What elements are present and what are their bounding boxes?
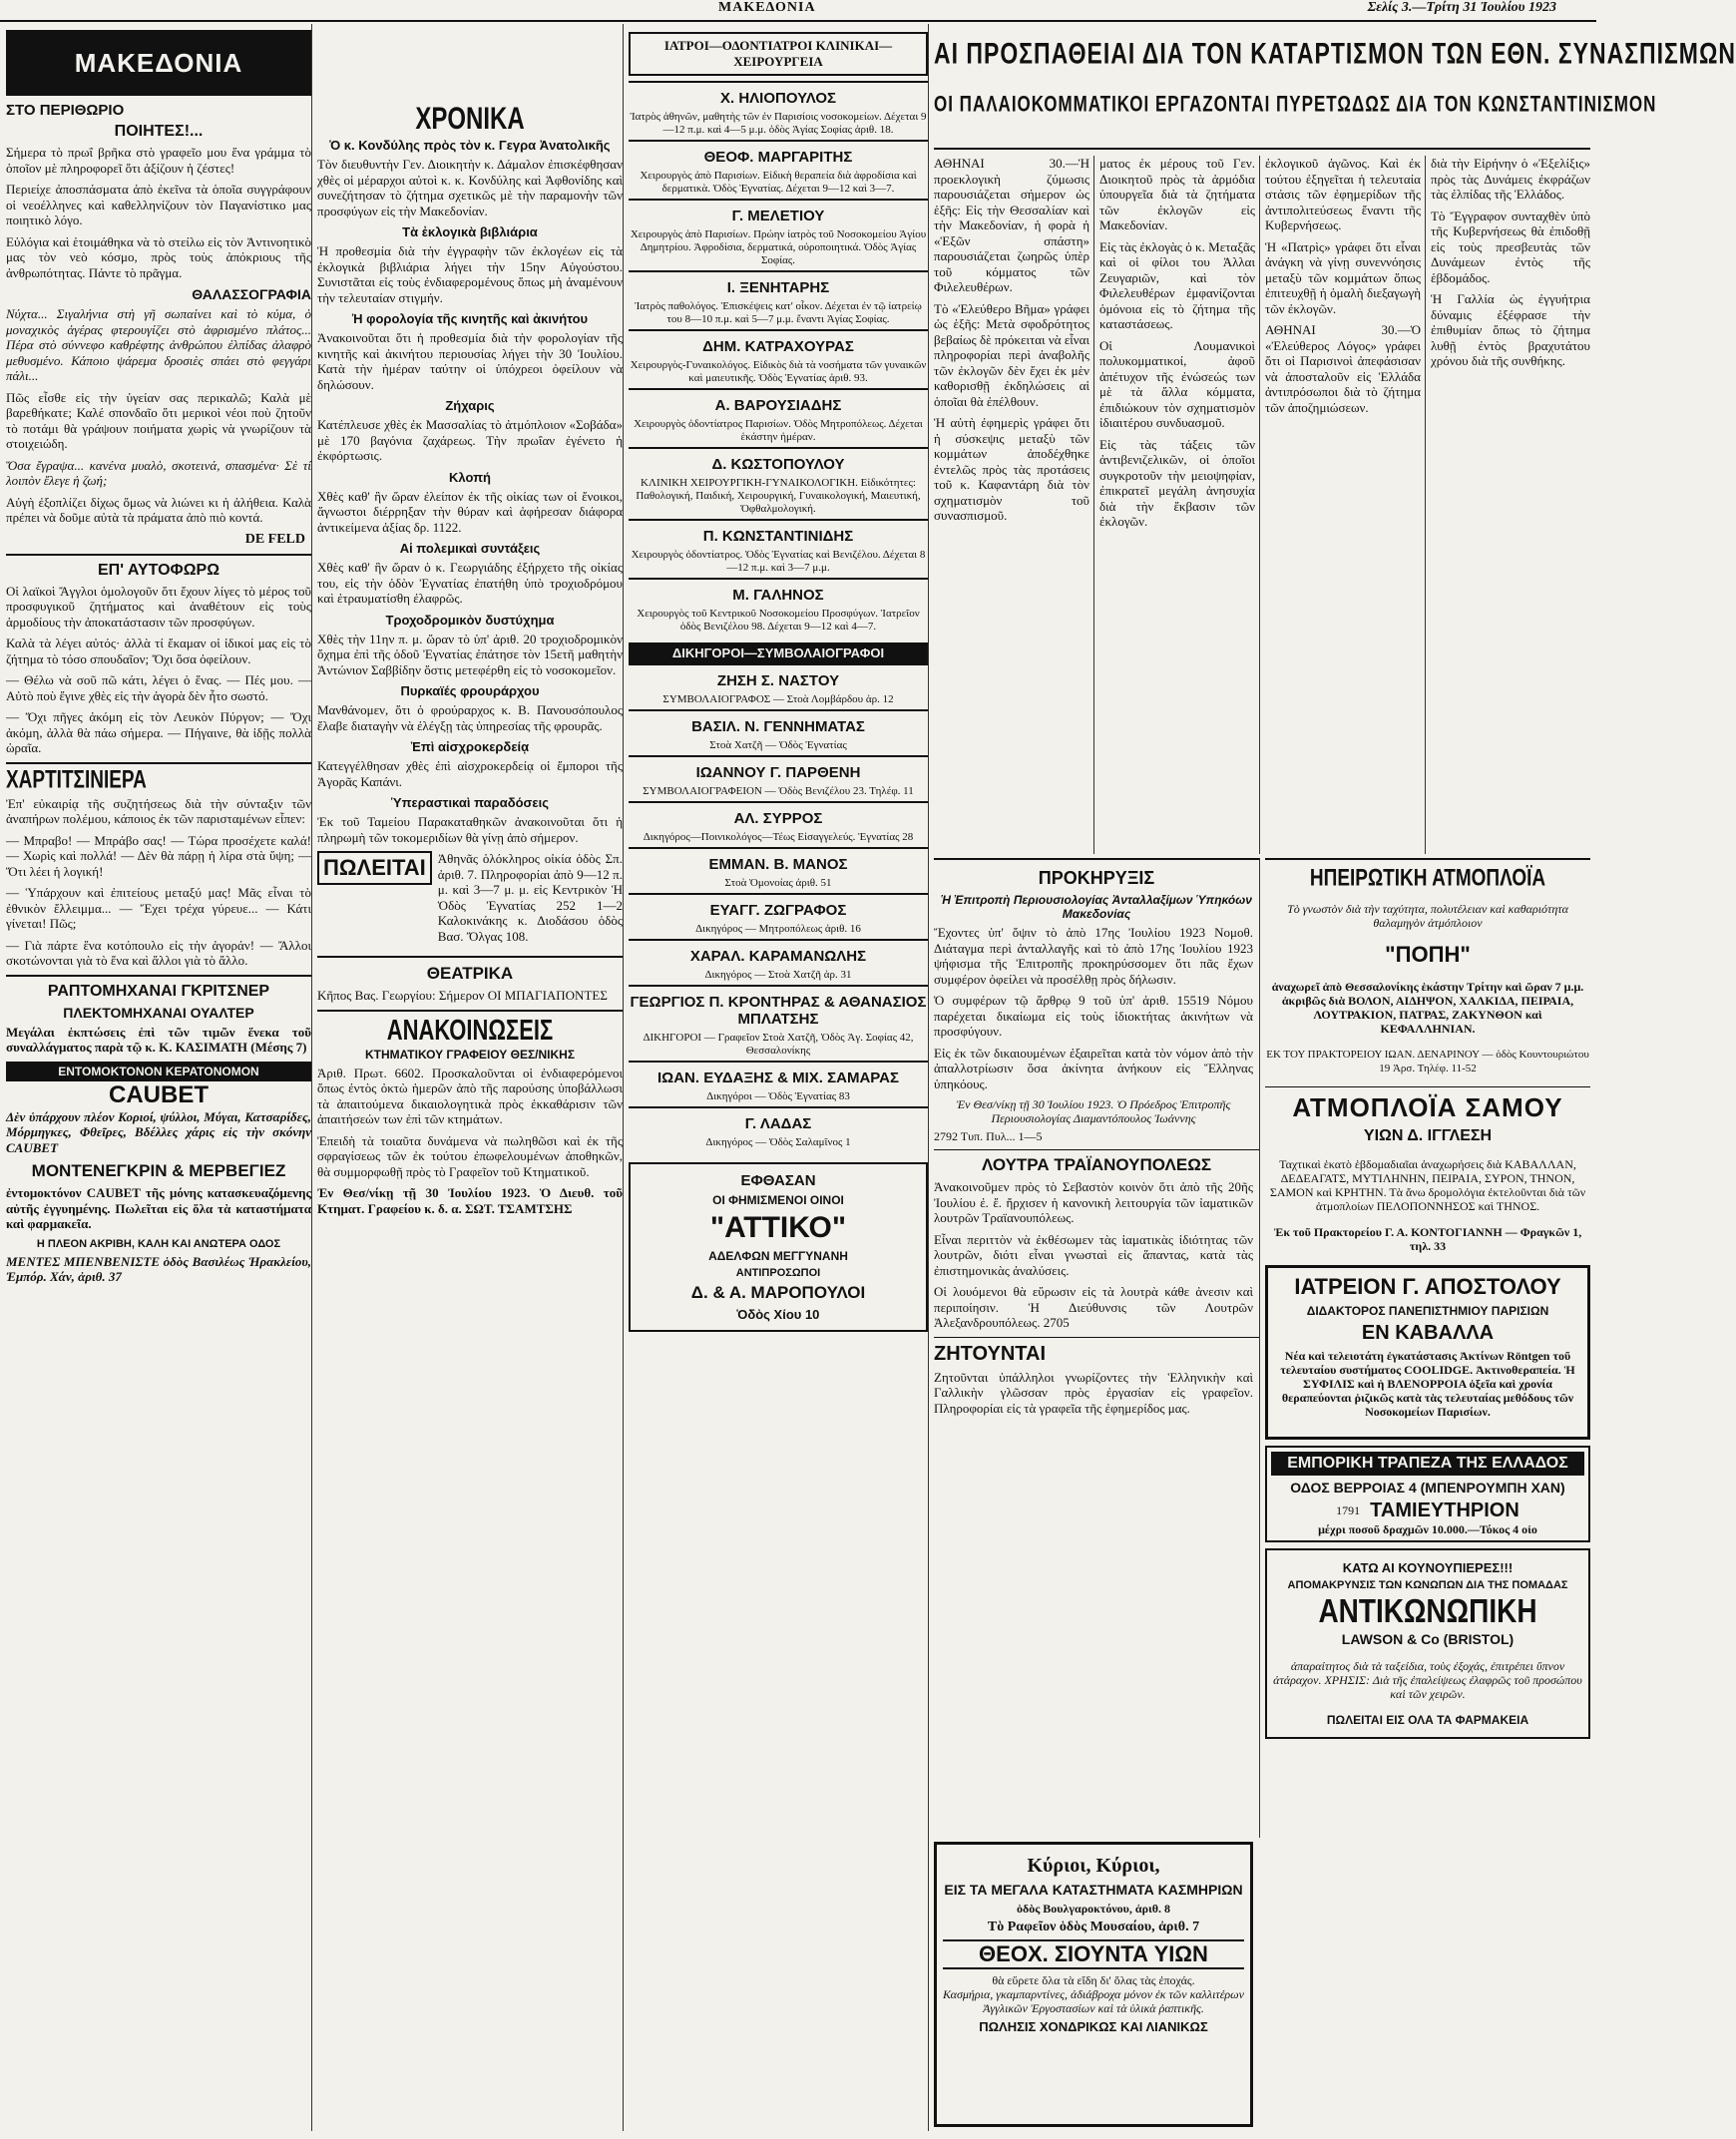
paragraph: Οἱ λουόμενοι θὰ εὕρωσιν εἰς τὰ λουτρὰ κάθε ἀνεσιν καὶ περιποίησιν. Ἡ Διεύθυνσις τῶν Λουτρῶν Ἀλεξανδρουπόλεως. 2705 xyxy=(934,1284,1253,1330)
bank-text: μέχρι ποσοῦ δραχμῶν 10.000.—Τόκος 4 οἰο xyxy=(1318,1522,1537,1536)
ad-text: Νέα καὶ τελειοτάτη ἐγκατάστασις Ἀκτίνων Röntgen τοῦ τελευταίου συστήματος COOLIDGE. Ἀκτινοθεραπεία. Ἡ ΣΥΦΙΛΙΣ καὶ ἡ ΒΛΕΝΟΡΡΟΙΑ ὀξεῖα καὶ χρονία θεραπεύονται ῥιζικῶς κατὰ τὰς τελευταίας μεθόδους τῶν Νοσοκομείων Παρισίων. xyxy=(1280,1349,1575,1419)
paragraph: ΑΘΗΝΑΙ 30.—Ὁ «Ἐλεύθερος Λόγος» γράφει ὅτι οἱ Παρισινοὶ ἀπεφάσισαν νὰ ἀποσταλοῦν εἰς Ἑλλάδα ἀντιπρόσωποι διὰ τὸ ζήτημα τῶν ἀποζημιώσεων. xyxy=(1265,322,1421,415)
ad-top: Κύριοι, Κύριοι, xyxy=(1027,1855,1160,1877)
lawyer-name: ΒΑΣΙΛ. Ν. ΓΕΝΝΗΜΑΤΑΣ xyxy=(691,718,865,735)
subheading: Τροχοδρομικὸν δυστύχημα xyxy=(385,612,555,628)
main-headline: ΑΙ ΠΡΟΣΠΑΘΕΙΑΙ ΔΙΑ ΤΟΝ ΚΑΤΑΡΤΙΣΜΟΝ ΤΩΝ ΕΘΝ. ΣΥΝΑΣΠΙΣΜΩΝ xyxy=(934,35,1736,70)
paragraph: Κῆπος Βας. Γεωργίου: Σήμερον ΟΙ ΜΠΑΓΙΑΠΟΝΤΕΣ xyxy=(317,988,608,1003)
lawyer-details: Στοὰ Ὁμονοίας ἀριθ. 51 xyxy=(724,877,832,889)
ad-text: θὰ εὕρετε ὅλα τὰ εἴδη δι' ὅλας τὰς ἐποχάς. xyxy=(992,1973,1195,1987)
divider xyxy=(317,1010,623,1012)
signature: Ἐν Θεσ/νίκῃ τῇ 30 Ἰουλίου 1923. Ὁ Διευθ. τοῦ Κτηματ. Γραφείου κ. δ. α. ΣΩΤ. ΤΣΑΜΤΣΗΣ xyxy=(317,1185,623,1216)
ad-subtitle: ΠΛΕΚΤΟΜΗΧΑΝΑΙ ΟΥΑΛΤΕΡ xyxy=(63,1004,254,1021)
signature: DE FELD xyxy=(244,531,305,547)
doctor-name: Μ. ΓΑΛΗΝΟΣ xyxy=(732,587,824,604)
lawyer-entry xyxy=(629,801,928,847)
ad-number: 1791 xyxy=(1336,1503,1361,1517)
article-title: ΕΠ' ΑΥΤΟΦΩΡΩ xyxy=(97,561,220,579)
doctor-details: Χειρουργὸς ὀδοντίατρος Παρισίων. Ὁδὸς Μητροπόλεως. Δέχεται ἑκάστην ἡμέραν. xyxy=(634,418,923,443)
column-directory xyxy=(629,24,929,2131)
doctors-list xyxy=(629,81,928,637)
doctor-details: Χειρουργὸς ὀδοντίατρος. Ὁδὸς Ἐγνατίας καὶ Βενιζέλου. Δέχεται 8—12 π.μ. καὶ 3—7 μ.μ. xyxy=(631,549,926,574)
paragraph: — Γιὰ πάρτε ἕνα κοτόπουλο εἰς τὴν ἀγοράν! — Ἄλλοι σκοτώνονται γιὰ τὸ ἕνα καὶ ἄλλοι γιὰ τὸ ἄλλο. xyxy=(6,937,311,968)
main-headline-block xyxy=(934,28,1736,150)
lawyer-entry xyxy=(629,893,928,939)
divider xyxy=(6,762,311,764)
ad-top: ΚΑΤΩ ΑΙ ΚΟΥΝΟΥΠΙΕΡΕΣ!!! xyxy=(1342,1560,1514,1575)
article-title: ΘΑΛΑΣΣΟΓΡΑΦΙΑ xyxy=(192,286,311,302)
sale-notice xyxy=(317,851,623,950)
divider xyxy=(934,1149,1259,1150)
ad-title: ΑΤΜΟΠΛΟΪΑ ΣΑΜΟΥ xyxy=(1292,1092,1563,1122)
article-title: ΠΟΙΗΤΕΣ!... xyxy=(114,123,204,140)
doctor-details: Χειρουργὸς τοῦ Κεντρικοῦ Νοσοκομείου Προσφύγων. Ἰατρεῖον ὁδὸς Βενιζέλου 98. Δέχεται 9—12 καὶ 4—7. xyxy=(637,608,920,633)
paragraph: Μανθάνομεν, ὅτι ὁ φρούραρχος κ. Β. Πανουσόπουλος ἔλαβε διαταγὴν νὰ ἐλέγξῃ τὰς ὑπηρεσίας τῆς φρουρᾶς. xyxy=(317,702,623,733)
lawyer-details: Στοὰ Χατζῆ — Ὁδὸς Ἐγνατίας xyxy=(709,739,847,751)
ad-footer: ΕΚ ΤΟΥ ΠΡΑΚΤΟΡΕΙΟΥ ΙΩΑΝ. ΔΕΝΑΡΙΝΟΥ — ὁδὸς Κουντουριώτου 19 Ἀρσ. Τηλέφ. 11-52 xyxy=(1266,1049,1589,1074)
paragraph: Τὸ «Ἐλεύθερο Βῆμα» γράφει ὡς ἑξῆς: Μετὰ σφοδρότητος βεβαίως δὲ πρόκειται νὰ εἶναι πληροφορίαι περὶ ἀναβολῆς τῶν ἐκλογῶν δὲν ἔχει ἐκ μὲν καθορισθῇ ἐκδηλώσεις αἱ ὁποῖαι θὰ ἐπέλθουν. xyxy=(934,300,1089,409)
lawyer-entry xyxy=(629,985,928,1061)
story-column-2 xyxy=(1099,156,1260,854)
paragraph: Ἡ Γαλλία ὡς ἐγγυήτρια δύναμις ἐξέφρασε τὴν ἐπιθυμίαν ὅπως τὸ ζήτημα λυθῇ ἐντὸς βραχυτάτου χρόνου διὰ τῆς συνθήκης. xyxy=(1431,291,1590,368)
signature: Ἐν Θεσ/νίκῃ τῇ 30 Ἰουλίου 1923. Ὁ Πρόεδρος Ἐπιτροπῆς Περιουσιολογίας Διαμαντόπουλος Ἰωάννης xyxy=(956,1097,1231,1125)
lawyer-entry xyxy=(629,755,928,801)
ad-text: Κασμήρια, γκαμπαρντίνες, ἀδιάβροχα μόνον ἐκ τῶν καλλιτέρων Ἀγγλικῶν Ἐργοστασίων καὶ τὰ ὑλικὰ ῥαπτικῆς. xyxy=(943,1987,1244,2015)
paragraph: Οἱ λαϊκοὶ Ἄγγλοι ὁμολογοῦν ὅτι ἔχουν λίγες τὸ μέρος τοῦ προσφυγικοῦ ζητήματος καὶ ἀναθέτουν εἰς τοὺς ἁρμοδίους τὴν ἀποκατάστασιν τῶν προσφύγων. xyxy=(6,583,311,630)
logo-box xyxy=(6,30,311,96)
lawyer-details: Δικηγόρος — Ὁδὸς Σαλαμῖνος 1 xyxy=(705,1136,851,1148)
divider xyxy=(1265,1086,1590,1087)
doctor-name: Χ. ΗΛΙΟΠΟΥΛΟΣ xyxy=(719,90,836,107)
paragraph: Ἡ «Πατρὶς» γράφει ὅτι εἶναι ἀνάγκη νὰ γίνῃ συνεννόησις μεταξὺ τῶν κομμάτων ὅπως ἐπιτευχθῇ ἡ ὁμαλὴ διεξαγωγὴ τῶν ἐκλογῶν. xyxy=(1265,238,1421,316)
paper-name: ΜΑΚΕΔΟΝΙΑ xyxy=(718,0,816,15)
doctor-entry xyxy=(629,329,928,388)
shop-name: ΘΕΟΧ. ΣΙΟΥΝΤΑ ΥΙΩΝ xyxy=(943,1939,1244,1969)
divider xyxy=(317,956,623,958)
lawyer-name: ΕΜΜΑΝ. Β. ΜΑΝΟΣ xyxy=(708,856,848,873)
ad-line: Τὸ Ραφεῖον ὁδὸς Μουσαίου, ἀριθ. 7 xyxy=(987,1920,1200,1934)
lawyer-entry xyxy=(629,939,928,985)
notice-number: 2792 Τυπ. Πυλ... 1—5 xyxy=(934,1129,1043,1143)
doctor-entry xyxy=(629,519,928,578)
maker-name: LAWSON & Co (BRISTOL) xyxy=(1341,1631,1515,1647)
subheading: Ὁ κ. Κονδύλης πρὸς τὸν κ. Γεγρα Ἀνατολικῆς xyxy=(329,138,611,153)
paragraph: Περιείχε ἀποσπάσματα ἀπὸ ἐκεῖνα τὰ ὁποῖα συγγράφουν οἱ νεοέλληνες καὶ καθελληνίζουν τὸν Παγανίστικο μας ποιητικὸ λόγο. xyxy=(6,182,311,227)
paper-logo: ΜΑΚΕΔΟΝΙΑ xyxy=(74,47,243,78)
paragraph: Καλὰ τὰ λέγει αὐτός· ἀλλὰ τί ἔκαμαν οἱ ἰδικοί μας εἰς τὸ ζήτημα τὸ τόσο σπουδαῖον; Ὄχι ὅσα ὀφείλουν. xyxy=(6,636,311,666)
paragraph: Ζητοῦνται ὑπάλληλοι γνωρίζοντες τὴν Ἑλληνικὴν καὶ Γαλλικὴν γλῶσσαν πρὸς ἐργασίαν εἰς γραφεῖον. Πληροφορίαι εἰς τὰ γραφεῖα τῆς ἐφημερίδος μας. xyxy=(934,1369,1253,1416)
paragraph: Ἡ αὐτὴ ἐφημερὶς γράφει ὅτι ἡ σύσκεψις μεταξὺ τῶν κομμάτων ἀποδέχθηκε ἐντελῶς πρὸς τὰς προτάσεις τοῦ κ. Καφαντάρη διὰ τὸν σχηματισμὸν τοῦ συνασπισμοῦ. xyxy=(934,415,1089,523)
paragraph: ματος ἐκ μέρους τοῦ Γεν. Διοικητοῦ πρὸς τὰ ἀρμόδια ὑπουργεῖα διὰ τὰ ζητήματα τῶν ἐκλογῶν εἰς Μακεδονίαν. xyxy=(1099,156,1255,232)
doctor-entry xyxy=(629,388,928,447)
brand-name: "ΑΤΤΙΚΟ" xyxy=(709,1211,847,1244)
paragraph: Εἰς τὰς ἐκλογὰς ὁ κ. Μεταξᾶς καὶ οἱ φίλοι του Ἀλλαι Ζευγαριῶν, καὶ τὸν Φιλελευθέρων ἐμφανίζονται ὁμόνοια εἰς τὸ ζήτημα τῆς καταστάσεως. xyxy=(1099,238,1255,331)
subheading: Ὑπεραστικαὶ παραδόσεις xyxy=(391,795,549,810)
ad-text: ἀναχωρεῖ ἀπὸ Θεσσαλονίκης ἑκάστην Τρίτην καὶ ὥραν 7 μ.μ. ἀκριβῶς διὰ ΒΟΛΟΝ, ΑΙΔΗΨΟΝ, ΧΑΛΚΙΔΑ, ΠΕΙΡΑΙΑ, ΛΟΥΤΡΑΚΙΟΝ, ΠΑΤΡΑΣ, ΖΑΚΥΝΘΟΝ καὶ ΚΕΦΑΛΛΗΝΙΑΝ. xyxy=(1271,980,1584,1036)
paragraph: Σήμερα τὸ πρωΐ βρῆκα στὸ γραφεῖο μου ἕνα γράμμα τὸ ὁποῖον μὲ πληροφορεῖ ὅτι ἀξίζουν ἡ ζέστες! xyxy=(6,145,311,176)
lawyers-list xyxy=(629,663,928,1152)
doctor-name: ΔΗΜ. ΚΑΤΡΑΧΟΥΡΑΣ xyxy=(702,338,854,355)
lawyer-name: ΓΕΩΡΓΙΟΣ Π. ΚΡΟΝΤΗΡΑΣ & ΑΘΑΝΑΣΙΟΣ ΜΠΛΑΤΣΗΣ xyxy=(630,994,927,1028)
section-title: ΘΕΑΤΡΙΚΑ xyxy=(426,964,514,983)
poem: Νύχτα... Σιγαλήνια στὴ γῆ σωπαίνει καὶ τὸ κύμα, ὁ μοναχικὸς ἀγέρας φτερουγίζει στὸ ἀφρισμένο πλάτος... Πέρα στὸ σύννεφο καθρέφτης ἀνθρώπου ἐλπίδας ἀλαφρὸ μεθυσμένο. Κάποιο ψάρεμα δροσιὲς σπάει στὸ φεγγάρι πάλι... xyxy=(6,306,311,383)
paragraph: ΑΘΗΝΑΙ 30.—Ἡ προεκλογικὴ ζύμωσις παρουσιάζεται σήμερον ὡς ἑξῆς: Εἰς τὴν Θεσσαλίαν καὶ τὴν Μακεδονίαν, ἡ φορὰ ἡ «Ἑξῶν σπάστη» παρουσιάζεται ζωηρῶς ὑπὲρ τοῦ κόμματος τῶν Φιλελευθέρων. xyxy=(934,156,1089,294)
paragraph: — Μπραβο! — Μπράβο σας! — Τώρα προσέχετε καλά! — Χωρὶς καὶ πολλά! — Δὲν θὰ πάρῃ ἡ λίρα στὰ ὕψη; — Ὅτι λέει ἡ λογική! xyxy=(6,832,311,879)
subheading: Αἱ πολεμικαὶ συντάξεις xyxy=(399,541,541,556)
lawyer-name: ΑΛ. ΣΥΡΡΟΣ xyxy=(733,810,823,827)
notice-subtitle: Ἡ Ἐπιτροπὴ Περιουσιολογίας Ἀνταλλαξίμων Ὑπηκόων Μακεδονίας xyxy=(941,893,1252,921)
doctor-details: Ἰατρὸς παθολόγος. Ἐπισκέψεις κατ' οἶκον. Δέχεται ἐν τῷ ἰατρείῳ του 8—10 π.μ. καὶ 5—7 μ.μ. ἔναντι Ἁγίας Σοφίας. xyxy=(635,300,922,325)
ad-address: ὁδὸς Βουλγαροκτόνου, ἀριθ. 8 xyxy=(1016,1902,1171,1916)
ad-footer: ΠΩΛΕΙΤΑΙ ΕΙΣ ΟΛΑ ΤΑ ΦΑΡΜΑΚΕΙΑ xyxy=(1326,1713,1529,1727)
ad-subtitle: ΑΠΟΜΑΚΡΥΝΣΙΣ ΤΩΝ ΚΩΝΩΠΩΝ ΔΙΑ ΤΗΣ ΠΟΜΑΔΑΣ xyxy=(1287,1579,1568,1591)
doctor-entry xyxy=(629,81,928,140)
lawyer-details: ΔΙΚΗΓΟΡΟΙ — Γραφεῖον Στοὰ Χατζῆ, Ὁδὸς Ἀγ. Σοφίας 42, Θεσσαλονίκης xyxy=(643,1032,914,1057)
doctor-details: ΚΛΙΝΙΚΗ ΧΕΙΡΟΥΡΓΙΚΗ-ΓΥΝΑΙΚΟΛΟΓΙΚΗ. Εἰδικότητες: Παθολογική, Παιδική, Χειρουργική, Γυναικολογική, Μαιευτική, Ὀφθαλμολογική. xyxy=(636,477,921,515)
column-periphery xyxy=(6,24,312,2131)
subheading: ΚΤΗΜΑΤΙΚΟΥ ΓΡΑΦΕΙΟΥ ΘΕΣ/ΝΙΚΗΣ xyxy=(364,1047,576,1062)
doctor-details: Χειρουργὸς-Γυναικολόγος. Εἰδικὸς διὰ τὰ νοσήματα τῶν γυναικῶν καὶ μαιευτικῆς. Ὁδὸς Ἐγνατίας ἀριθ. 93. xyxy=(630,359,927,384)
ad-title: ΡΑΠΤΟΜΗΧΑΝΑΙ ΓΚΡΙΤΣΝΕΡ xyxy=(47,982,270,1000)
paragraph: Ἀριθ. Πρωτ. 6602. Προσκαλοῦνται οἱ ἐνδιαφερόμενοι ὅπως ἐντὸς ὀκτὼ ἡμερῶν ἀπὸ τῆς παρούσης ὑποβάλλωσι τὰ ἀπαιτούμενα δικαιολογητικὰ πρὸς ἐκκαθάρισιν τῶν ἀπαιτήσεών των ἐπὶ τῶν κτημάτων. xyxy=(317,1065,623,1126)
lawyer-details: Δικηγόροι — Ὁδὸς Ἐγνατίας 83 xyxy=(706,1090,850,1102)
lawyer-name: ΙΩΑΝ. ΕΥΔΑΞΗΣ & ΜΙΧ. ΣΑΜΑΡΑΣ xyxy=(657,1070,899,1086)
paragraph: Ὅσα ἔγραψα... κανένα μυαλὸ, σκοτεινά, σπασμένα· Σὲ τί λοιπὸν ἔλεγε ἡ ζωή; xyxy=(6,457,311,488)
directory-section-title: ΔΙΚΗΓΟΡΟΙ—ΣΥΜΒΟΛΑΙΟΓΡΑΦΟΙ xyxy=(629,642,928,663)
notice-title: ΖΗΤΟΥΝΤΑΙ xyxy=(934,1342,1047,1365)
ad-address: ΜΕΝΤΕΣ ΜΠΕΝΒΕΝΙΣΤΕ ὁδὸς Βασιλέως Ἡρακλείου, Ἐμπόρ. Χάν, ἀριθ. 37 xyxy=(6,1253,311,1284)
paragraph: — Θέλω νὰ σοῦ πῶ κάτι, λέγει ὁ ἕνας. — Πές μου. — Αὐτὸ ποὺ ἔγινε χθὲς εἰς τὴν ἀγορὰ δὲν ἦτο σωστό. xyxy=(6,672,311,703)
clinic-title: ΙΑΤΡΕΙΟΝ Γ. ΑΠΟΣΤΟΛΟΥ xyxy=(1294,1274,1561,1299)
doctor-name: Π. ΚΩΝΣΤΑΝΤΙΝΙΔΗΣ xyxy=(702,528,854,545)
clinic-city: ΕΝ ΚΑΒΑΛΛΑ xyxy=(1361,1322,1495,1344)
bank-ad xyxy=(1265,1446,1590,1542)
lawyer-details: Δικηγόρος—Ποινικολόγος—Τέως Εἰσαγγελεύς. Ἐγνατίας 28 xyxy=(643,831,914,843)
ad-text: ἀπαραίτητος διὰ τὰ ταξείδια, τοὺς ἐξοχάς, ἐπιτρέπει ὕπνον ἀτάραχον. ΧΡΗΣΙΣ: Διὰ τῆς ἐπαλείψεως ἐλαφρῶς τοῦ προσώπου καὶ τῶν χειρῶν. xyxy=(1273,1659,1582,1701)
paragraph: Εὐλόγια καὶ ἑτοιμάθηκα νὰ τὸ στείλω εἰς τὸν Ἀντινοητικὸ μας τὸν νεὸ κόσμο, πρὸς τοὺς ἀπόκριους τῆς ἀνθρωπότητας. Πάντε τὸ πρᾶγμα. xyxy=(6,233,311,280)
ad-banner: ΕΝΤΟΜΟΚΤΟΝΟΝ ΚΕΡΑΤΟΝΟΜΟΝ xyxy=(6,1062,311,1081)
ad-footer: Η ΠΛΕΟΝ ΑΚΡΙΒΗ, ΚΑΛΗ ΚΑΙ ΑΝΩΤΕΡΑ ΟΔΟΣ xyxy=(36,1237,281,1250)
paragraph: Ἐπειδὴ τὰ τοιαῦτα δυνάμενα νὰ πωληθῶσι καὶ ἐκ τῆς σφραγίσεως τῶν ἐκ τούτου ἐπωφελουμένων ἀποθηκῶν, θὰ συμμορφωθῇ πρὸς τὸ Γραφεῖον τοῦ Κτηματικοῦ. xyxy=(317,1132,623,1179)
ad-title: ΜΟΝΤΕΝΕΓΚΡΙΝ & ΜΕΡΒΕΓΙΕΖ xyxy=(31,1161,286,1180)
paragraph: Οἱ Λουμανικοὶ πολυκομματικοί, ἀφοῦ ἀπέτυχον τῆς ἐνώσεώς των μὲ τὰ ἄλλα κόμματα, ἐπιδιώκουν τὸν σχηματισμὸν ἰδιαιτέρου συνδυασμοῦ. xyxy=(1099,337,1255,430)
paragraph: Κατέπλευσε χθὲς ἐκ Μασσαλίας τὸ ἀτμόπλοιον «Σοβάδα» μὲ 170 βαγόνια ζαχάρεως. Τὴν πρωΐαν ἐγένετο ἡ ἐκφόρτωσις. xyxy=(317,417,623,463)
divider xyxy=(934,1337,1259,1338)
subheading: Τὰ ἐκλογικὰ βιβλιάρια xyxy=(402,224,538,239)
agent-address: Ὁδὸς Χίου 10 xyxy=(736,1307,820,1322)
doctor-details: Χειρουργὸς ἀπὸ Παρισίων. Πρώην ἰατρὸς τοῦ Νοσοκομείου Ἁγίου Δημητρίου. Ἀφροδίσια, δερματικά, οὐροποιητικά. Ὁδὸς Ἁγίας Σοφίας. xyxy=(630,228,927,266)
doctor-details: Ἰατρὸς ἀθηνῶν, μαθητὴς τῶν ἐν Παρισίοις νοσοκομείων. Δέχεται 9—12 π.μ. καὶ 4—5 μ.μ. ὁδὸς Ἀγίας Σοφίας ἀριθ. 18. xyxy=(630,111,927,136)
ad-title: ΗΠΕΙΡΩΤΙΚΗ ΑΤΜΟΠΛΟΪΑ xyxy=(1309,865,1546,892)
lawyer-name: Γ. ΛΑΔΑΣ xyxy=(744,1115,812,1132)
ad-subtitle: ΥΙΩΝ Δ. ΙΓΓΛΕΣΗ xyxy=(1363,1127,1493,1144)
doctor-details: Χειρουργὸς ἀπὸ Παρισίων. Εἰδικὴ θεραπεία διὰ ἀφροδίσια καὶ δερματικὰ. Ὁδὸς Ἐγνατίας. Δέχεται 9—12 καὶ 3—7. xyxy=(640,170,917,195)
subheading: Ζήχαρις xyxy=(445,398,495,413)
lawyer-details: Δικηγόρος — Στοὰ Χατζῆ ἀρ. 31 xyxy=(704,969,852,981)
story-column-3 xyxy=(1265,156,1426,854)
paragraph: Ἐκ τοῦ Ταμείου Παρακαταθηκῶν ἀνακοινοῦται ὅτι ἡ πληρωμὴ τῶν τοκομεριδίων θὰ γίνῃ ἀπὸ σήμερον. xyxy=(317,814,623,845)
notice-title: ΠΡΟΚΗΡΥΞΙΣ xyxy=(1038,868,1155,888)
doctor-entry xyxy=(629,578,928,637)
clinic-ad xyxy=(1265,1265,1590,1440)
lawyer-details: ΣΥΜΒΟΛΑΙΟΓΡΑΦΟΣ — Στοὰ Λομβάρδου ἀρ. 12 xyxy=(662,693,894,705)
ad-text: ἐντομοκτόνον CAUBET τῆς μόνης κατασκευαζόμενης αὐτῆς ἐγγυημένης. Πωλεῖται εἰς ὅλα τὰ καταστήματα καὶ φαρμακεῖα. xyxy=(6,1185,311,1231)
ad-text: Δὲν ὑπάρχουν πλέον Κοριοί, ψύλλοι, Μύγαι, Κατσαρίδες, Μόρμηγκες, Φθεῖρες, Βδέλλες χάρις εἰς τὴν σκόνην CAUBET xyxy=(6,1108,311,1155)
brand-name: CAUBET xyxy=(109,1080,209,1108)
doctor-entry xyxy=(629,140,928,199)
bank-subtitle: ΤΑΜΙΕΥΤΗΡΙΟΝ xyxy=(1370,1499,1519,1521)
ad-footer: ΠΩΛΗΣΙΣ ΧΟΝΔΡΙΚΩΣ ΚΑΙ ΛΙΑΝΙΚΩΣ xyxy=(979,2019,1208,2034)
paragraph: — Ὑπάρχουν καὶ ἐπιτείους μεταξύ μας! Μᾶς εἶναι τὸ ἐθνικὸν ἔλλειμμα... — Ἔχει τρέχα γύρευε... — Κάτι γίνεται! Πῶς; xyxy=(6,885,311,931)
lawyer-entry xyxy=(629,1061,928,1106)
doctor-name: Α. ΒΑΡΟΥΣΙΑΔΗΣ xyxy=(714,397,842,414)
lawyer-entry xyxy=(629,1106,928,1152)
ad-subtitle: ΑΔΕΛΦΩΝ ΜΕΓΓΥΝΑΝΗ xyxy=(708,1249,848,1263)
paragraph: Αὐγὴ ἐξοπλίζει δίχως ὅμως νὰ λιώνει κι ἡ ἀλήθεια. Καλὰ πρέπει νὰ δοῦμε αὐτὰ τὰ πράματα ἀπὸ πιὸ κοντά. xyxy=(6,494,311,525)
lawyer-details: Δικηγόρος — Μητροπόλεως ἀριθ. 16 xyxy=(695,923,861,935)
paragraph: Χθὲς καθ' ἣν ὥραν ἐλείπον ἐκ τῆς οἰκίας των οἱ ἔνοικοι, ἄγνωστοι διέρρηξαν τὴν θύραν καὶ ἀφήρεσαν διάφορα ἀντικείμενα ἀξίας δρ. 1122. xyxy=(317,488,623,535)
paragraph: Ἡ προθεσμία διὰ τὴν ἐγγραφὴν τῶν ἐκλογέων εἰς τὰ ἐκλογικὰ βιβλιάρια λήγει τὴν 15ην Αὐγούστου. Συνιστᾶται εἰς τοὺς ἐνδιαφερομένους ὅπως μὴ ἀναμένουν τὴν τελευταίαν στιγμήν. xyxy=(317,243,623,305)
paragraph: Ἀνακοινοῦται ὅτι ἡ προθεσμία διὰ τὴν φορολογίαν τῆς κινητῆς καὶ ἀκινήτου περιουσίας λήγει τὴν 30 Ἰουλίου. Κατὰ τὴν ἡμέραν ταύτην οἱ ὑπόχρεοι ὀφείλουν νὰ δηλώσουν. xyxy=(317,330,623,392)
section-title: ΑΝΑΚΟΙΝΩΣΕΙΣ xyxy=(386,1013,554,1047)
story-column-4 xyxy=(1431,156,1590,854)
story-column-1 xyxy=(934,156,1094,854)
lawyer-name: ΙΩΑΝΝΟΥ Γ. ΠΑΡΘΕΝΗ xyxy=(695,764,861,781)
paragraph: ἐκλογικοῦ ἀγῶνος. Καὶ ἐκ τούτου ἐξηγεῖται ἡ τελευταία στάσις τῶν ἐφημερίδων τῆς ἀντιπολιτεύσεως ἔναντι τῆς Κυβερνήσεως. xyxy=(1265,156,1421,232)
ad-text: Ταχτικαὶ ἑκατὸ ἑβδομαδιαῖαι ἀναχωρήσεις διὰ ΚΑΒΑΛΛΑΝ, ΔΕΔΕΑΓΑΤΣ, ΜΥΤΙΛΗΝΗΝ, ΠΕΙΡΑΙΑ, ΣΥΡΟΝ, ΤΗΝΟΝ, ΣΑΜΟΝ καὶ ΚΡΗΤΗΝ. Τὰ ἄνω δρομολόγια ἐκτελοῦνται διὰ τῶν ἀτμοπλοίων ΠΕΛΟΠΟΝΝΗΣΟΣ καὶ ΤΗΝΟΣ. xyxy=(1269,1157,1586,1213)
sale-word: ΠΩΛΕΙΤΑΙ xyxy=(317,851,432,885)
section-title: ΧΡΟΝΙΚΑ xyxy=(415,101,525,137)
paragraph: Εἶναι περιττὸν νὰ ἐκθέσωμεν τὰς ἰαματικὰς ἰδιότητας τῶν λουτρῶν, διότι εἶναι γνωσταὶ εἰς ἅπαντας, κατὰ τὰς ἐπιστημονικὰς ἀναλύσεις. xyxy=(934,1231,1253,1278)
paragraph: Χθὲς τὴν 11ην π. μ. ὥραν τὸ ὑπ' ἀριθ. 20 τροχιοδρομικὸν ὄχημα ἐπὶ τῆς ὁδοῦ Ἐγνατίας ἐπάτησε τὸν 15ετῆ μαθητὴν Ἀντώνιον Σαββίδην ὅστις μετεφέρθη εἰς τὸ νοσοκομεῖον. xyxy=(317,631,623,677)
directory-header: ΙΑΤΡΟΙ—ΟΔΟΝΤΙΑΤΡΟΙ ΚΛΙΝΙΚΑΙ—ΧΕΙΡΟΥΡΓΕΙΑ xyxy=(629,32,928,76)
lawyer-entry xyxy=(629,709,928,755)
subheading: Πυρκαϊές φρουράρχου xyxy=(400,683,540,698)
bank-title: ΕΜΠΟΡΙΚΗ ΤΡΑΠΕΖΑ ΤΗΣ ΕΛΛΑΔΟΣ xyxy=(1271,1452,1584,1476)
issue-date: Σελίς 3.—Τρίτη 31 Ἰουλίου 1923 xyxy=(1367,0,1556,15)
paragraph: διὰ τὴν Εἰρήνην ὁ «Ἐξελίξις» πρὸς τὰς Δυνάμεις ἐκφράζων τὰς ἐλπίδας τῆς Ἑλλάδος. xyxy=(1431,156,1590,202)
paragraph: Ἔχοντες ὑπ' ὄψιν τὸ ἀπὸ 17ης Ἰουλίου 1923 Νομοθ. Διάταγμα περὶ ἀνταλλαγῆς καὶ τὸ ἀπὸ 17ης Ἰουλίου 1923 ψήφισμα τῆς Ἐπιτροπῆς προκηρύσσομεν ὅτι πᾶς ἔχων συμφέρον ὀφείλει νὰ προσέλθῃ πρὸς δήλωσιν. xyxy=(934,925,1253,987)
lawyer-entry xyxy=(629,663,928,709)
doctor-name: Δ. ΚΩΣΤΟΠΟΥΛΟΥ xyxy=(711,456,845,473)
ads-column xyxy=(1265,858,1590,2133)
ad-top: ΕΦΘΑΣΑΝ xyxy=(740,1172,816,1189)
divider xyxy=(6,554,311,556)
agent-name: Δ. & Α. ΜΑΡΟΠΟΥΛΟΙ xyxy=(690,1283,866,1302)
doctor-entry xyxy=(629,199,928,270)
mosquito-ad xyxy=(1265,1548,1590,1739)
doctor-name: ΘΕΟΦ. ΜΑΡΓΑΡΙΤΗΣ xyxy=(703,149,853,166)
doctor-name: Γ. ΜΕΛΕΤΙΟΥ xyxy=(731,208,825,224)
ad-footer: Ἐκ τοῦ Πρακτορείου Γ. Α. ΚΟΝΤΟΓΙΑΝΝΗ — Φραγκῶν 1, τηλ. 33 xyxy=(1273,1225,1582,1253)
column-chronicles xyxy=(317,24,624,2131)
divider xyxy=(6,975,311,977)
bank-address: ΟΔΟΣ ΒΕΡΡΟΙΑΣ 4 (ΜΠΕΝΡΟΥΜΠΗ ΧΑΝ) xyxy=(1290,1480,1565,1496)
ad-text: Μεγάλαι ἐκπτώσεις ἐπὶ τῶν τιμῶν ἕνεκα τοῦ συναλλάγματος παρὰ τῷ κ. Κ. ΚΑΣΙΜΑΤΗ (Μέσης 7) xyxy=(6,1024,311,1055)
lawyer-entry xyxy=(629,847,928,893)
lawyer-details: ΣΥΜΒΟΛΑΙΟΓΡΑΦΕΙΟΝ — Ὁδὸς Βενιζέλου 23. Τηλέφ. 11 xyxy=(643,785,914,797)
paragraph: Τὸν διευθυντὴν Γεν. Διοικητὴν κ. Δάμαλον ἐπισκέφθησαν χθὲς οἱ μέραρχοι αὐτοὶ κ. κ. Κονδύλης καὶ Ἀφθονίδης καὶ συνεζήτησαν τὸ ζήτημα σχετικῶς μὲ τὴν παραμονὴν τῶν προσφύγων εἰς τὴν Μακεδονίαν. xyxy=(317,157,623,218)
doctor-entry xyxy=(629,270,928,329)
paragraph: Ἐπ' εὐκαιρίᾳ τῆς συζητήσεως διὰ τὴν σύνταξιν τῶν ἀναπήρων πολέμου, κάποιος ἐκ τῶν παρισταμένων εἶπεν: xyxy=(6,795,311,826)
ship-name: "ΠΟΠΗ" xyxy=(1385,942,1471,967)
doctor-entry xyxy=(629,447,928,519)
paragraph: — Ὄχι πῆγες ἀκόμη εἰς τὸν Λευκὸν Πύργον; — Ὄχι ἀκόμη, ἀλλὰ θὰ πάω σήμερα. — Πήγαινε, θὰ ἰδῇς πολλὰ ὡραῖα. xyxy=(6,709,311,755)
ad-text: Τὸ γνωστὸν διὰ τὴν ταχύτητα, πολυτέλειαν καὶ καθαριότητα θαλαμηγὸν ἀτμόπλοιον xyxy=(1287,902,1568,930)
paragraph: Ἀθηνᾶς ὁλόκληρος οἰκία ὁδὸς Σπ. ἀριθ. 7. Πληροφορίαι ἀπὸ 9—12 π. μ. καὶ 3—7 μ. μ. εἰς Κεντρικὸν Ἡ Ὁδὸς Ἐγνατίας 252 1—2 Καλοκινάκης κ. Διοδάσου ὁδὸς Βασ. Ὄλγας 108. xyxy=(437,851,623,944)
article-title: ΧΑΡΤΙΤΣΙΝΙΕΡΑ xyxy=(6,766,147,794)
cashmere-ad xyxy=(934,1842,1253,2127)
bank-row xyxy=(1271,1499,1584,1522)
subheading: Κλοπή xyxy=(449,469,491,485)
lawyer-name: ΖΗΣΗ Σ. ΝΑΣΤΟΥ xyxy=(716,672,840,689)
masthead-strip xyxy=(0,0,1596,22)
subheading: Ἡ φορολογία τῆς κινητῆς καὶ ἀκινήτου xyxy=(351,311,589,326)
paragraph: Ὁ συμφέρων τῷ ἄρθρῳ 9 τοῦ ὑπ' ἀριθ. 15519 Νόμου παρέχεται δικαίωμα εἰς τοὺς ἰδιοκτήτας ἀκινήτων νὰ προσφύγουν. xyxy=(934,993,1253,1039)
paragraph: Τὸ Ἔγγραφον συνταχθὲν ὑπὸ τῆς Κυβερνήσεως θὰ ἐπιδοθῇ εἰς τοὺς πρεσβευτὰς τῶν Δυνάμεων ἐντὸς τῆς ἑβδομάδος. xyxy=(1431,208,1590,285)
ad-label: ΑΝΤΙΠΡΟΣΩΠΟΙ xyxy=(735,1267,821,1279)
ad-title: ΕΙΣ ΤΑ ΜΕΓΑΛΑ ΚΑΤΑΣΤΗΜΑΤΑ ΚΑΣΜΗΡΙΩΝ xyxy=(944,1882,1243,1898)
section-title: ΣΤΟ ΠΕΡΙΘΩΡΙΟ xyxy=(6,102,125,119)
paragraph: Πῶς εἶσθε εἰς τὴν ὑγείαν σας περικαλῶ; Καλὰ μὲ βαρεθήκατε; Καλέ σπονδαῖο ὅτι μερικοὶ νέοι ποὺ ζητοῦν τὸ ποτάμι θὰ γράψουν ποιήματα χωρὶς νὰ γνωρίζουν τὰ στοιχειώδη. xyxy=(6,389,311,451)
lawyer-name: ΧΑΡΑΛ. ΚΑΡΑΜΑΝΩΛΗΣ xyxy=(689,948,867,965)
product-name: ΑΝΤΙΚΩΝΩΠΙΚΗ xyxy=(1318,1591,1537,1629)
notice-title: ΛΟΥΤΡΑ ΤΡΑΪΑΝΟΥΠΟΛΕΩΣ xyxy=(981,1155,1212,1174)
lawyer-name: ΕΥΑΓΓ. ΖΩΓΡΑΦΟΣ xyxy=(709,902,847,919)
clinic-subtitle: ΔΙΔΑΚΤΟΡΟΣ ΠΑΝΕΠΙΣΤΗΜΙΟΥ ΠΑΡΙΣΙΩΝ xyxy=(1306,1304,1549,1318)
paragraph: Εἰς τὰς τάξεις τῶν ἀντιβενιζελικῶν, οἱ ὁποῖοι συγκροτοῦν τὴν μειοψηφίαν, ἐπικρατεῖ μεγάλη ἀνησυχία διὰ τὴν ἔκβασιν τῶν ἐκλογῶν. xyxy=(1099,436,1255,529)
notices-column xyxy=(934,858,1260,1838)
wine-ad xyxy=(629,1162,928,1332)
paragraph: Ἀνακοινοῦμεν πρὸς τὸ Σεβαστὸν κοινὸν ὅτι ἀπὸ τῆς 20ῆς Ἰουλίου ἐ. ἔ. ἤρχισεν ἡ κανονικὴ λειτουργία τῶν ἰαματικῶν λουτρῶν Τραϊανουπόλεως. xyxy=(934,1179,1253,1225)
doctor-name: Ι. ΞΕΝΗΤΑΡΗΣ xyxy=(726,279,830,296)
main-subheadline: ΟΙ ΠΑΛΑΙΟΚΟΜΜΑΤΙΚΟΙ ΕΡΓΑΖΟΝΤΑΙ ΠΥΡΕΤΩΔΩΣ ΔΙΑ ΤΟΝ ΚΩΝΣΤΑΝΤΙΝΙΣΜΟΝ xyxy=(934,92,1657,117)
paragraph: Κατεγγέλθησαν χθὲς ἐπὶ αἰσχροκερδείᾳ οἱ ἔμποροι τῆς Ἀγορᾶς Καπάνι. xyxy=(317,758,623,789)
paragraph: Εἰς ἐκ τῶν δικαιουμένων ἐξαιρεῖται κατὰ τὸν νόμον ἀπὸ τὴν ἀπαλλοτρίωσιν ὅσα ἀκίνητα ἀνήκουν εἰς Ἕλληνας ὑπηκόους. xyxy=(934,1045,1253,1091)
paragraph: Χθὲς καθ' ἣν ὥραν ὁ κ. Γεωργιάδης ἐξήρχετο τῆς οἰκίας του, εἰς τὴν ὁδὸν Ἐγνατίας ἐπατήθη ὑπὸ τροχιοδρόμου καὶ ἐτραυματίσθη ἐλαφρῶς. xyxy=(317,560,623,606)
subheading: Ἐπὶ αἰσχροκερδείᾳ xyxy=(410,739,530,754)
ad-line: ΟΙ ΦΗΜΙΣΜΕΝΟΙ ΟΙΝΟΙ xyxy=(712,1193,844,1207)
